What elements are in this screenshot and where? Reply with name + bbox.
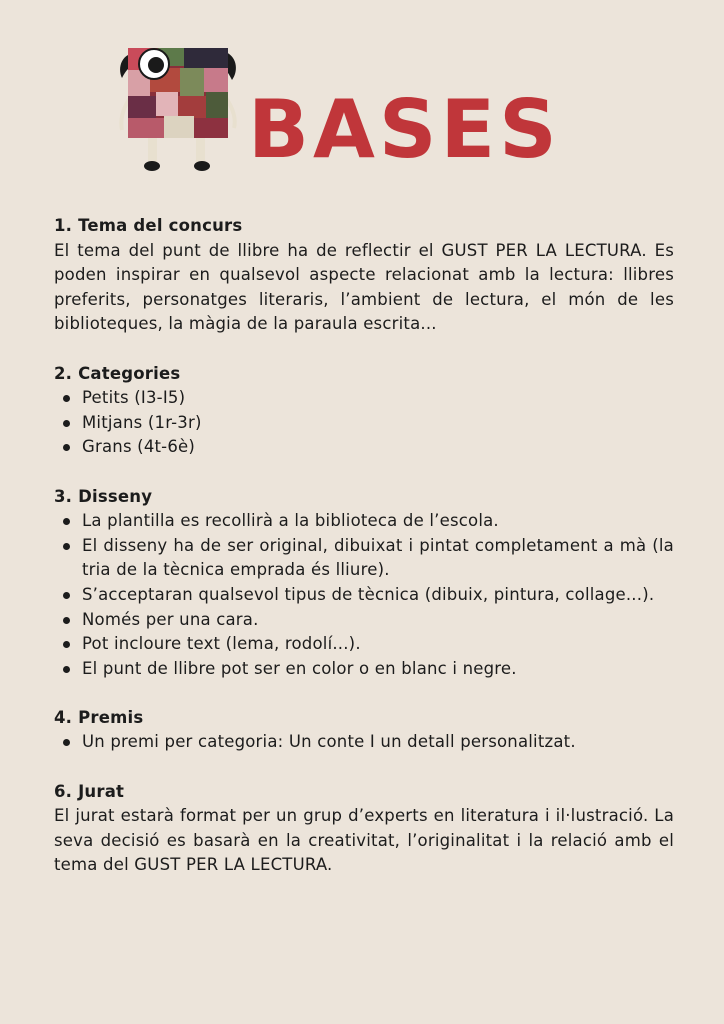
list-item: El disseny ha de ser original, dibuixat i pintat completament a mà (la tria de la tècnica emprada és lliure). [82, 534, 674, 583]
list-item: Grans (4t-6è) [82, 435, 674, 460]
section-prizes [54, 706, 674, 755]
section-heading: 3. Disseny [54, 486, 153, 506]
section-categories [54, 362, 674, 460]
list-item: Pot incloure text (lema, rodolí...). [82, 632, 674, 657]
section-paragraph: El jurat estarà format per un grup d’experts en literatura i il·lustració. La seva decisió es basarà en la creativitat, l’originalitat i la relació amb el tema del GUST PER LA LECTURA. [54, 806, 674, 875]
list-item: El punt de llibre pot ser en color o en blanc i negre. [82, 657, 674, 682]
section-heading: 2. Categories [54, 363, 181, 383]
section-heading: 6. Jurat [54, 781, 125, 801]
rules-content [54, 214, 674, 903]
bullet-list [54, 386, 674, 460]
patchwork-monster-illustration [116, 40, 240, 175]
section-paragraph: El tema del punt de llibre ha de reflectir el GUST PER LA LECTURA. Es poden inspirar en qualsevol aspecte relacionat amb la lectura: llibres preferits, personatges literaris, l’ambient de lectura, el món de les biblioteques, la màgia de la paraula escrita... [54, 240, 674, 334]
bullet-list [54, 730, 674, 755]
list-item: Un premi per categoria: Un conte I un detall personalitzat. [82, 730, 674, 755]
list-item: Només per una cara. [82, 608, 674, 633]
list-item: Petits (I3-I5) [82, 386, 674, 411]
section-design [54, 485, 674, 682]
bullet-list [54, 509, 674, 681]
section-heading: 1. Tema del concurs [54, 216, 243, 235]
page-title: BASES [248, 83, 561, 176]
list-item: Mitjans (1r-3r) [82, 411, 674, 436]
list-item: La plantilla es recollirà a la biblioteca de l’escola. [82, 509, 674, 534]
list-item: S’acceptaran qualsevol tipus de tècnica (dibuix, pintura, collage...). [82, 583, 674, 608]
section-theme [54, 214, 674, 337]
section-jury [54, 780, 674, 878]
section-heading: 4. Premis [54, 707, 144, 727]
